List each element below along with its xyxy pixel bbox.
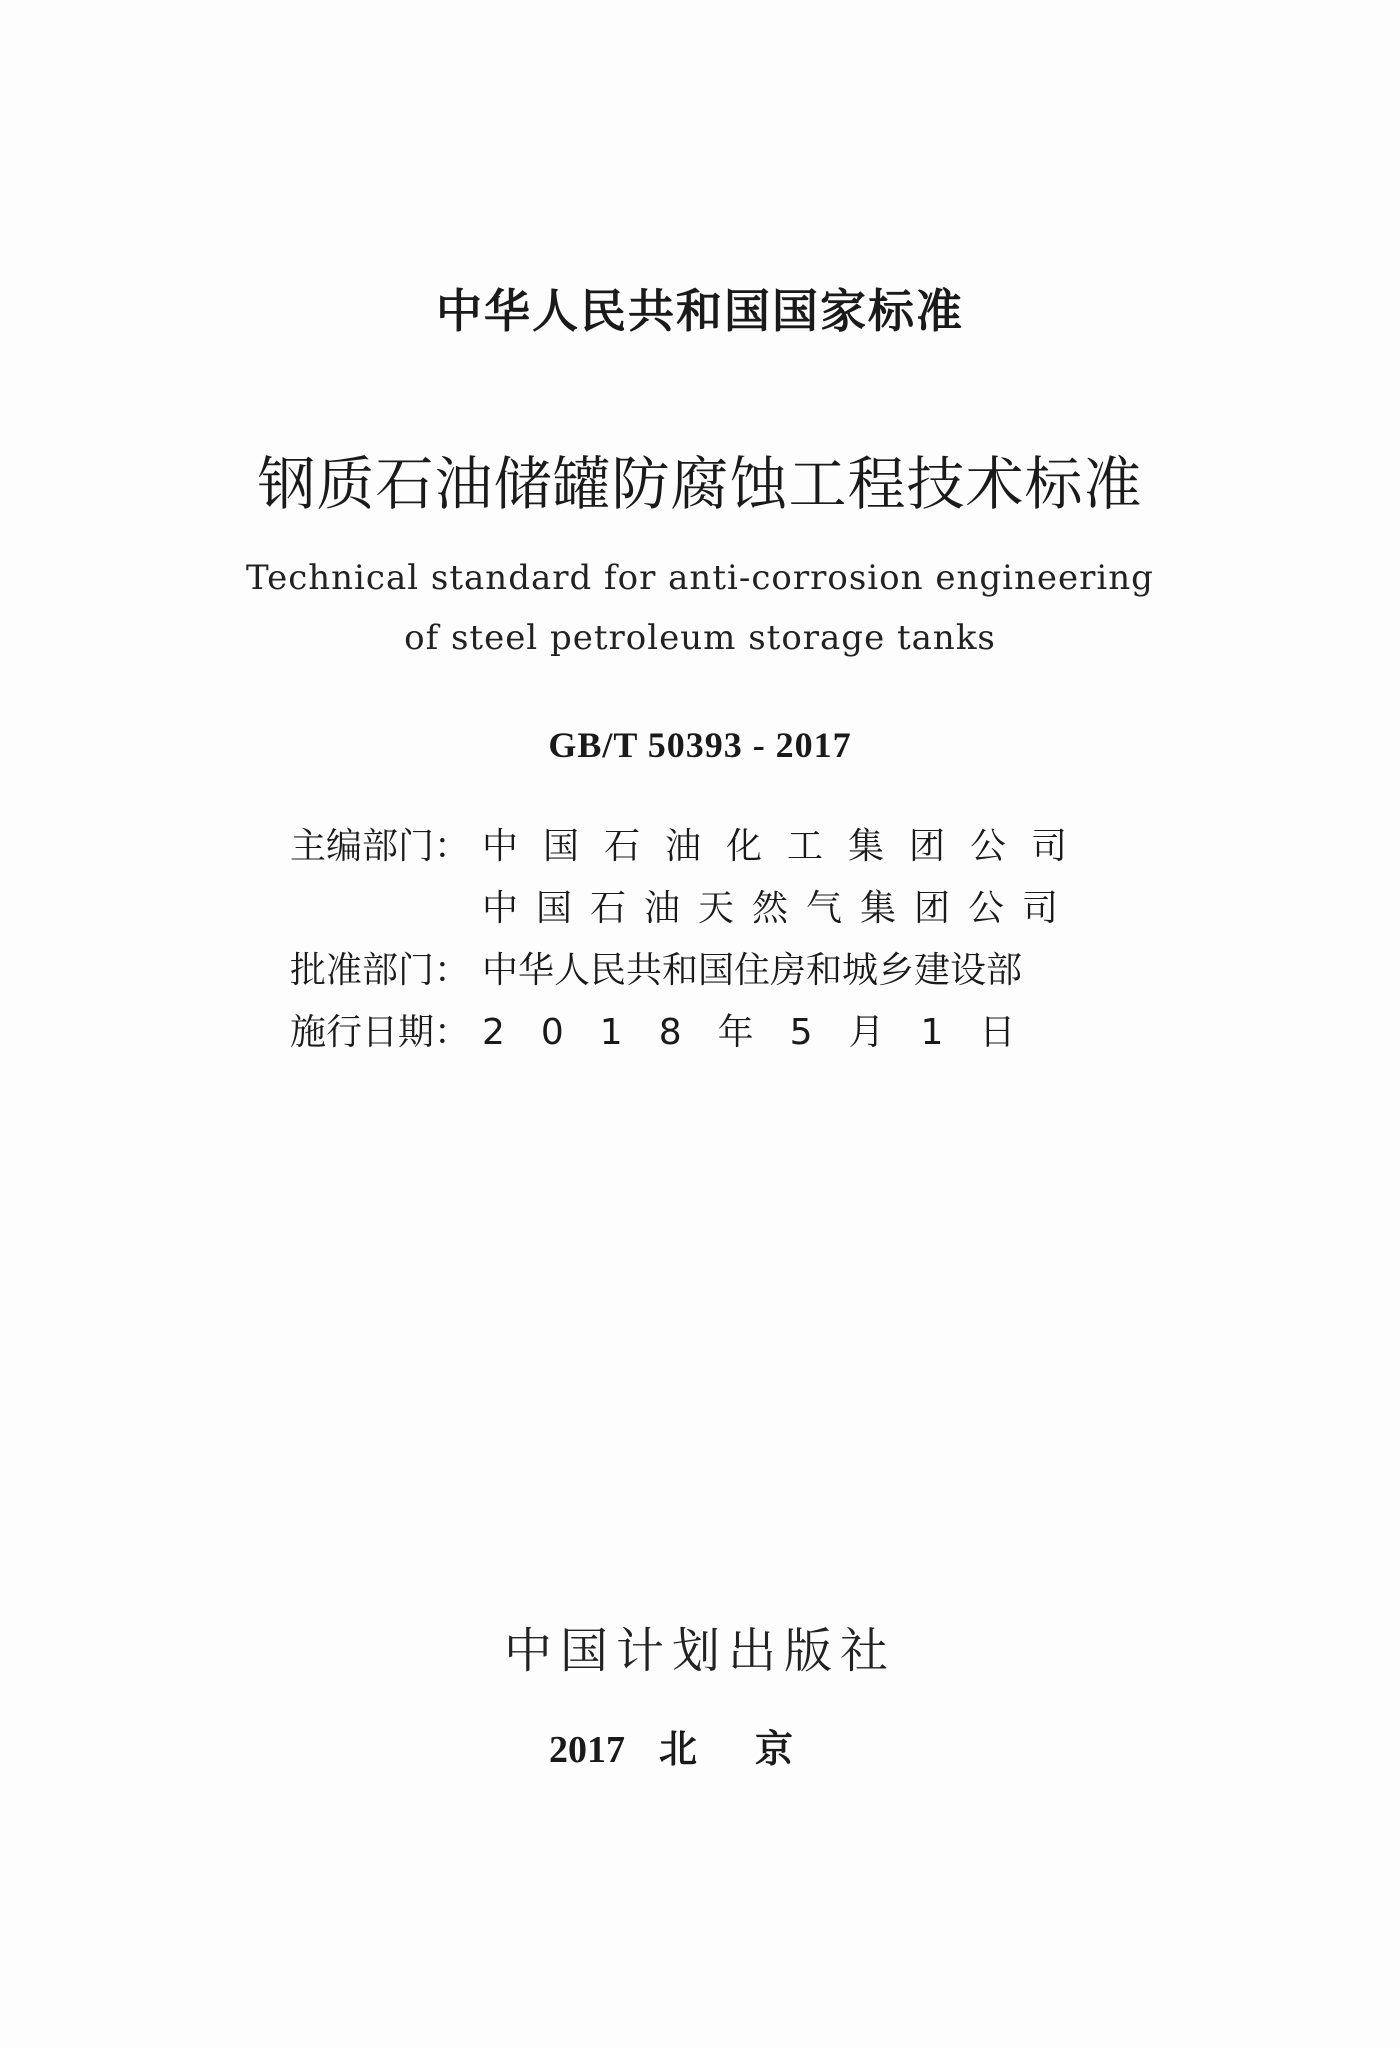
standard-code: GB/T 50393 - 2017	[548, 725, 852, 765]
effective-date-value: 2018年5月1日	[482, 1012, 1052, 1053]
english-title-line-1: Technical standard for anti-corrosion engineering	[246, 558, 1154, 598]
publication-year: 2017	[548, 1729, 625, 1771]
chinese-title: 钢质石油储罐防腐蚀工程技术标准	[257, 450, 1143, 518]
national-standard-heading: 中华人民共和国国家标准	[436, 284, 964, 338]
publisher-name: 中国计划出版社	[503, 1623, 896, 1679]
chief-editor-value-2: 中国石油天然气集团公司	[482, 888, 1077, 929]
publication-city: 北京	[658, 1727, 851, 1771]
approval-label: 批准部门：	[290, 950, 471, 991]
effective-date-label: 施行日期：	[290, 1012, 471, 1053]
approval-value: 中华人民共和国住房和城乡建设部	[482, 950, 1023, 991]
publication-year-city	[0, 1718, 1400, 1773]
english-title-line-2: of steel petroleum storage tanks	[404, 618, 996, 658]
chief-editor-label: 主编部门：	[290, 826, 471, 867]
chief-editor-value-1: 中国石油化工集团公司	[482, 826, 1093, 867]
